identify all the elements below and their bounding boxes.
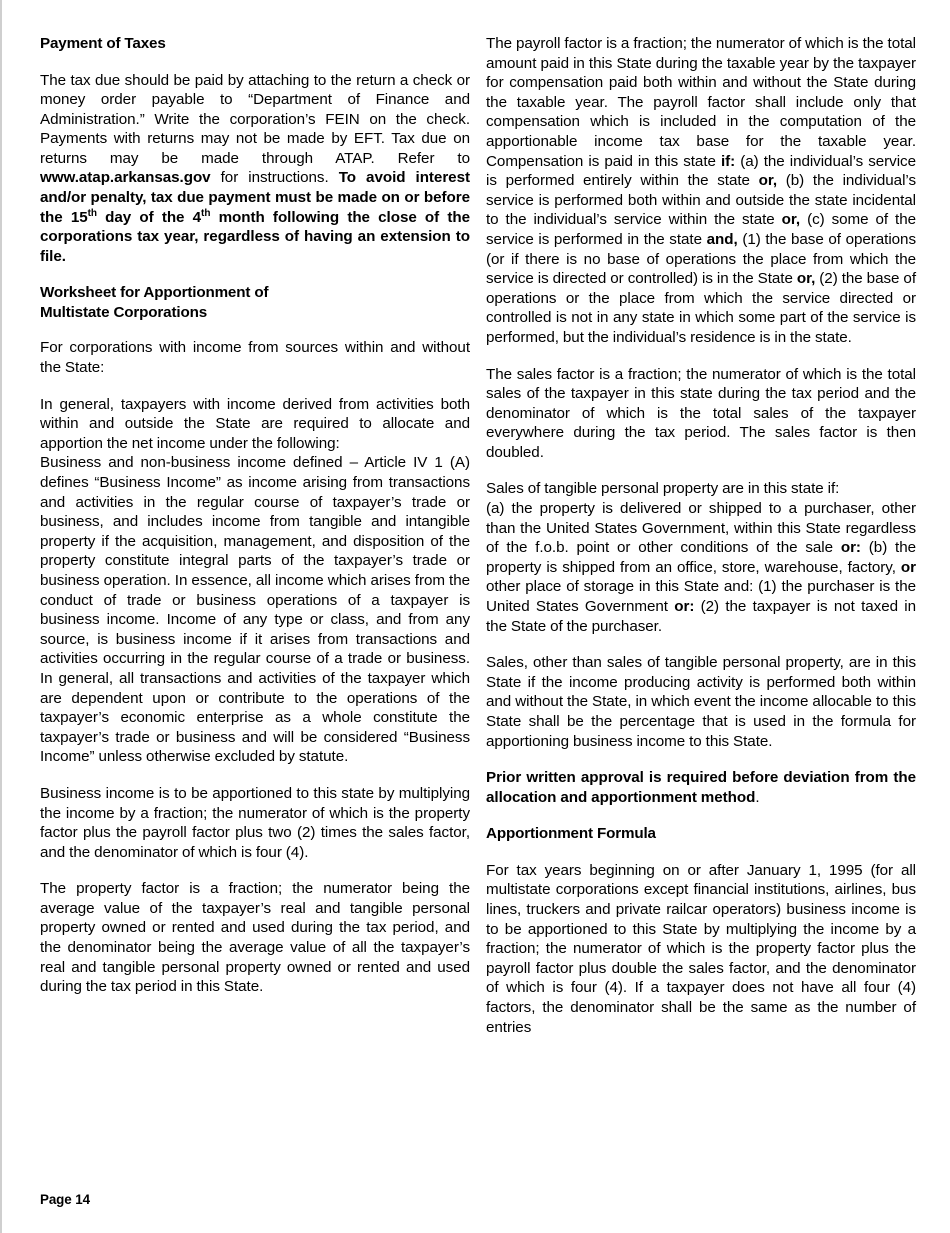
payroll-text-part-4: (c) some of the service is performed in the state — [486, 211, 916, 248]
paragraph-property-factor: The property factor is a fraction; the numerator being the average value of the taxpayer’s real and tangible personal property owned or rented and used during the tax period, and the denominator being the average value of all the taxpayer’s real and tangible personal property owned or rented and used during the tax period in this State. — [40, 880, 470, 996]
left-column — [40, 34, 470, 997]
payroll-text-part-3: (b) the individual’s service is performed both within and outside the state incidental to the individual’s service within the state — [486, 172, 916, 229]
paragraph-payment-of-taxes — [40, 71, 470, 267]
atap-website-bold: www.atap.arkansas.gov — [40, 169, 211, 187]
sales-text-part-1: (a) the property is delivered or shipped to a purchaser, other than the United States Government, within this State regardless of the f.o.b. point or other conditions of the sale — [486, 500, 916, 557]
paragraph-prior-written-approval — [486, 768, 916, 807]
payroll-text-part-2: (a) the individual’s service is performed entirely within the state — [486, 152, 916, 190]
paragraph-apportionment-formula: For tax years beginning on or after January 1, 1995 (for all multistate corporations except financial institutions, airlines, bus lines, truckers and private railcar operators) business income is to be apportioned to this State by multiplying the income by a fraction; the numerator of which is the property factor plus the payroll factor plus double the sales factor, and the denominator of which is four (4). If a taxpayer does not have all four (4) factors, the denominator shall be the same as the number of entries — [486, 861, 916, 1036]
emphasis-or-1: or, — [758, 172, 778, 190]
heading-worksheet-apportionment — [40, 283, 470, 322]
emphasis-sales-or-2: or — [900, 558, 916, 576]
paragraph-sales-tangible-conditions — [486, 499, 916, 636]
payroll-text-part-6: (2) the base of operations or the place from which the service directed or controlled is not in any state in which some part of the service is performed, but the individual’s residence is in the state. — [486, 270, 916, 346]
ordinal-suffix-15th: th — [87, 207, 97, 219]
heading-worksheet-line-1: Worksheet for Apportionment of — [40, 284, 269, 302]
emphasis-if: if: — [720, 152, 736, 170]
payroll-text-part-5: (1) the base of operations (or if there is no base of operations the place from which the service is directed or controlled) is in the State — [486, 230, 916, 288]
page-number-footer: Page 14 — [40, 1192, 90, 1207]
prior-approval-bold-text: Prior written approval is required before deviation from the allocation and apportionment method — [486, 769, 916, 806]
ordinal-suffix-4th: th — [201, 207, 211, 219]
prior-approval-period: . — [755, 788, 760, 806]
heading-payment-of-taxes: Payment of Taxes — [40, 35, 166, 52]
paragraph-business-income-defined: Business and non-business income defined – Article IV 1 (A) defines “Business Income” as income arising from transactions and activities in the regular course of taxpayer’s trade or business, and includes income from tangible and intangible property if the acquisition, management, and disposition of the property constitute integral parts of the taxpayer’s trade or business operation. In essence, all income which arises from the conduct of trade or business operations of a taxpayer is business income. Income of any type or class, and from any source, is business income if it arises from transactions and activities occurring in the regular course of a trade or business. In general, all transactions and activities of the taxpayer which are dependent upon or contribute to the operations of the taxpayer’s economic enterprise as a whole constitute the taxpayer’s trade or business and will be considered “Business Income” unless otherwise excluded by statute. — [40, 454, 470, 766]
paragraph-in-general: In general, taxpayers with income derived from activities both within and outside the State are required to allocate and apportion the net income under the following: — [40, 395, 470, 452]
paragraph-sales-tangible-intro: Sales of tangible personal property are in this state if: — [486, 480, 840, 498]
payroll-text-part-1: The payroll factor is a fraction; the numerator of which is the total amount paid in this State during the taxable year by the taxpayer for compensation paid both within and without the State during the taxable year. The payroll factor shall include only that compensation which is included in the computation of the apportionable income tax base for the taxable year. Compensation is paid in this state — [486, 35, 916, 170]
sales-text-part-3: other place of storage in this State and: (1) the purchaser is the United States Government — [486, 578, 916, 616]
emphasis-sales-or-3: or: — [674, 598, 695, 616]
paragraph-business-income-apportioned: Business income is to be apportioned to this state by multiplying the income by a fraction; the numerator of which is the property factor plus the payroll factor plus two (2) times the sales factor, and the denominator of which is four (4). — [40, 784, 470, 861]
paragraph-sales-factor: The sales factor is a fraction; the numerator of which is the total sales of the taxpayer in this state during the tax period and the denominator of which is the total sales of the taxpayer everywhere during the tax period. The sales factor is then doubled. — [486, 365, 916, 461]
payment-deadline-bold-2: day of the 4 — [96, 208, 202, 226]
two-column-body — [40, 34, 916, 1159]
sales-text-part-2: (b) the property is shipped from an office, store, warehouse, factory, — [486, 539, 916, 576]
emphasis-sales-or-1: or: — [840, 539, 861, 557]
emphasis-and: and, — [706, 230, 738, 248]
emphasis-or-3: or, — [796, 270, 816, 288]
paragraph-sales-other-than-tangible: Sales, other than sales of tangible personal property, are in this State if the income producing activity is performed both within and without the State, in which event the income allocable to this State shall be the percentage that is used in the formula for apportioning business income to this State. — [486, 654, 916, 750]
paragraph-for-corporations: For corporations with income from sources within and without the State: — [40, 339, 470, 377]
heading-worksheet-line-2: Multistate Corporations — [40, 303, 207, 321]
right-column — [486, 34, 916, 1037]
payment-text-part-2: for instructions. — [210, 169, 339, 187]
emphasis-or-2: or, — [781, 211, 801, 229]
payment-deadline-bold-1: To avoid interest and/or penalty, tax due payment must be made on or before the 15 — [40, 169, 470, 226]
paragraph-payroll-factor — [486, 34, 916, 348]
payment-text-part-1: The tax due should be paid by attaching to the return a check or money order payable to “Department of Finance and Administration.” Write the corporation’s FEIN on the check. Payments with returns may not be made by EFT. Tax due on returns may be made through ATAP. Refer to — [40, 71, 470, 167]
payment-deadline-bold-3: month following the close of the corporations tax year, regardless of having an extension to file. — [40, 208, 470, 265]
heading-apportionment-formula: Apportionment Formula — [486, 825, 656, 843]
sales-text-part-4: (2) the taxpayer is not taxed in the State of the purchaser. — [486, 598, 916, 635]
